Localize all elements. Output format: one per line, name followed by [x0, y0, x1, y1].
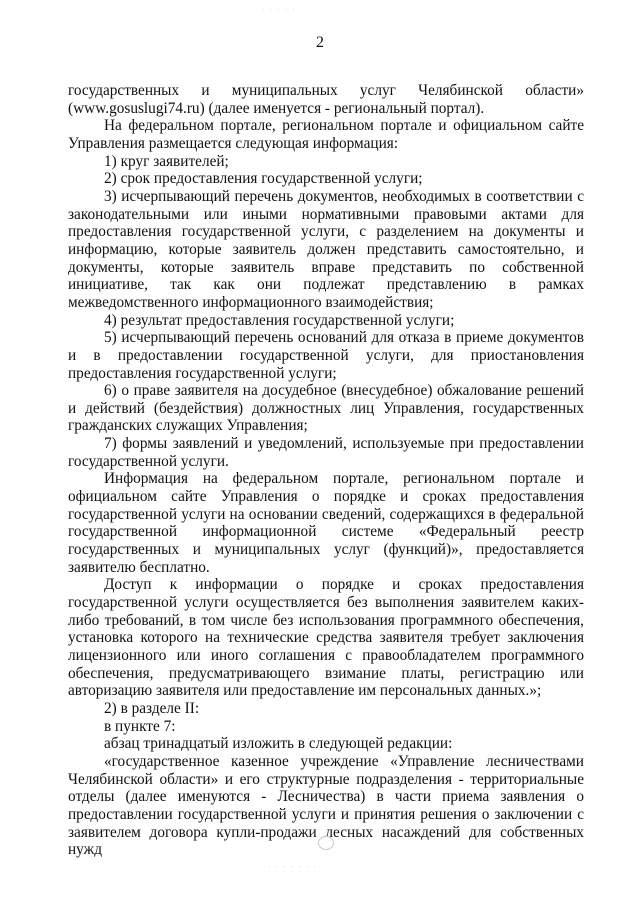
paragraph: 2) в разделе II:	[104, 699, 200, 717]
paragraph: «государственное казенное учреждение «Управление лесничествами Челябинской области» и его структурные подразделения - территориальные отделы (далее именуются - Лесничества) в части приема заявления о предоставлении государственной услуги и принятия решения о заключении с заявителем договора купли-продажи лесных насаждений для собственных нужд	[68, 752, 584, 859]
paragraph: 3) исчерпывающий перечень документов, необходимых в соответствии с законодательными или иными нормативными правовыми актами для предоставления государственной услуги, с разделением на документы и информацию, которые заявитель должен представить самостоятельно, и документы, которые заявитель вправе представить по собственной инициативе, так как они подлежат представлению в рамках межведомственного информационного взаимодействия;	[68, 187, 584, 311]
paragraph: На федеральном портале, региональном портале и официальном сайте Управления размещается следующая информация:	[68, 117, 584, 152]
paragraph: Доступ к информации о порядке и сроках предоставления государственной услуги осуществляется без выполнения заявителем каких-либо требований, в том числе без использования программного обеспечения, установка которого на технические средства заявителя требует заключения лицензионного или иного соглашения с правообладателем программного обеспечения, предусматривающего взимание платы, регистрацию или авторизацию заявителя или предоставление им персональных данных.»;	[68, 576, 584, 700]
scan-artifact-top: · · · · ·	[262, 4, 296, 14]
paragraph: Информация на федеральном портале, региональном портале и официальном сайте Управления о порядке и сроках предоставления государственной услуги на основании сведений, содержащихся в федеральной государственной информационной системе «Федеральный реестр государственных и муниципальных услуг (функций)», предоставляется заявителю бесплатно.	[68, 470, 584, 576]
document-body	[68, 82, 584, 859]
paragraph: в пункте 7:	[104, 717, 176, 735]
page-number: 2	[316, 34, 324, 51]
paragraph: 1) круг заявителей;	[104, 152, 229, 170]
paragraph: 7) формы заявлений и уведомлений, используемые при предоставлении государственной услуги.	[68, 435, 584, 470]
stamp-mark-icon	[318, 836, 334, 850]
paragraph: государственных и муниципальных услуг Челябинской области» (www.gosuslugi74.ru) (далее именуется - региональный портал).	[68, 82, 584, 117]
paragraph: 2) срок предоставления государственной услуги;	[104, 170, 423, 188]
paragraph: 4) результат предоставления государственной услуги;	[104, 311, 455, 329]
paragraph: 5) исчерпывающий перечень оснований для отказа в приеме документов и в предоставлении государственной услуги, для приостановления предоставления государственной услуги;	[68, 329, 584, 382]
paragraph: 6) о праве заявителя на досудебное (внесудебное) обжалование решений и действий (бездействия) должностных лиц Управления, государственных гражданских служащих Управления;	[68, 382, 584, 435]
paragraph: абзац тринадцатый изложить в следующей редакции:	[104, 735, 453, 753]
scan-artifact-bottom: · · · · · · ·	[268, 861, 317, 871]
